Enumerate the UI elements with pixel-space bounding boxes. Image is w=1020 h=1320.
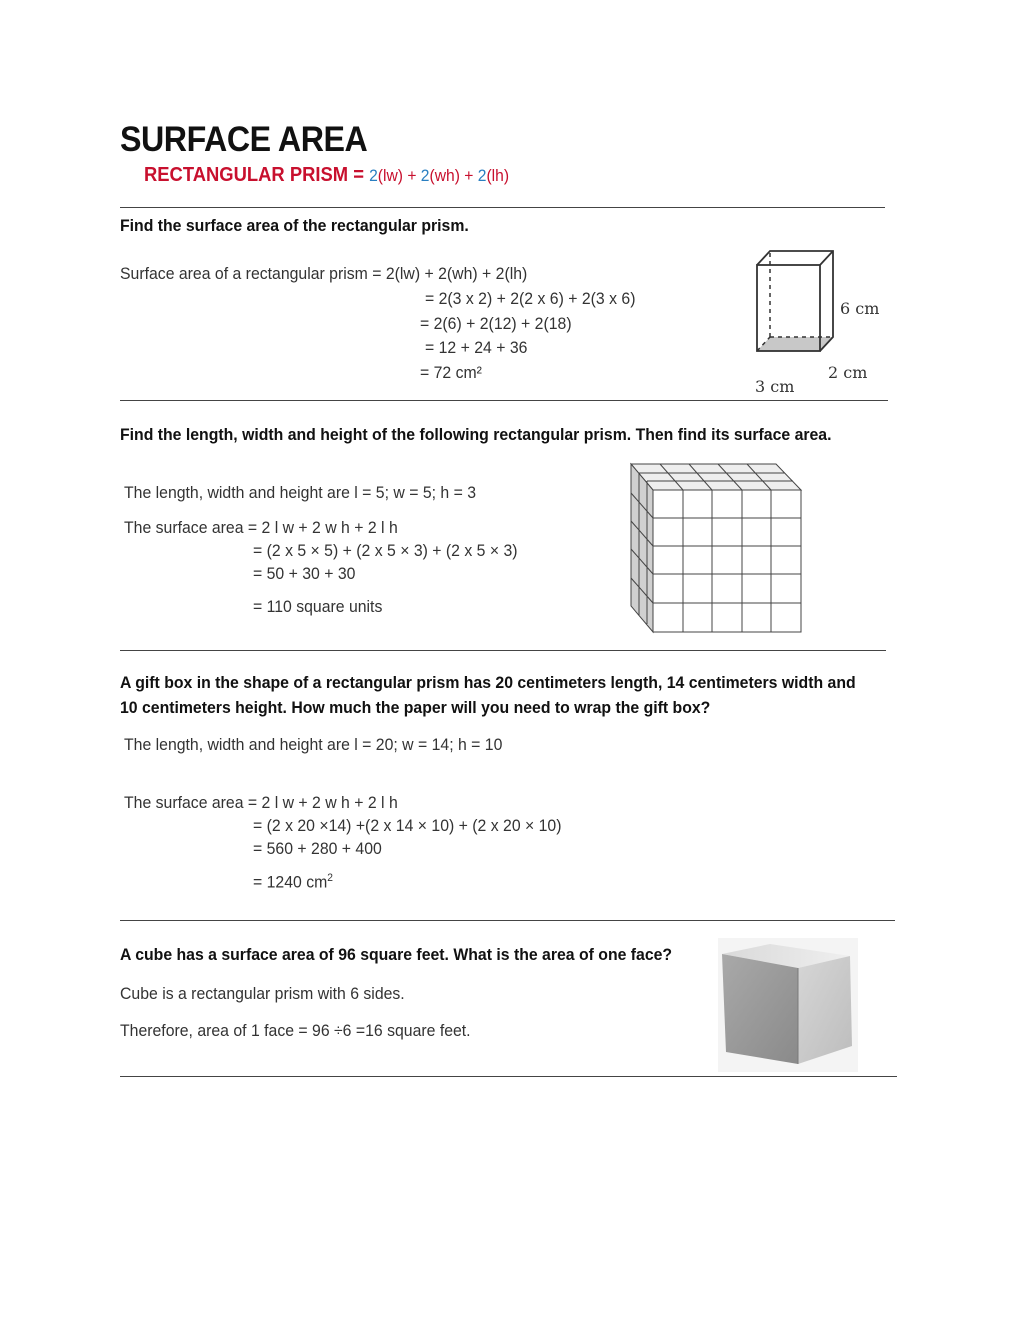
metal-cube-image xyxy=(718,938,858,1072)
q2-question: Find the length, width and height of the following rectangular prism. Then find its surface area. xyxy=(120,425,832,444)
q1-line4: = 12 + 24 + 36 xyxy=(425,338,528,357)
q1-line5: = 72 cm² xyxy=(420,363,482,382)
q2-line4: = 50 + 30 + 30 xyxy=(253,564,356,583)
formula-coef-1: 2 xyxy=(369,166,378,185)
q1-line2: = 2(3 x 2) + 2(2 x 6) + 2(3 x 6) xyxy=(425,289,636,308)
q3-line4: = 560 + 280 + 400 xyxy=(253,839,382,858)
formula-coef-2: 2 xyxy=(420,166,430,185)
q2-line2: The surface area = 2 l w + 2 w h + 2 l h xyxy=(124,518,398,537)
q1-line1: Surface area of a rectangular prism = 2(lw) + 2(wh) + 2(lh) xyxy=(120,264,528,283)
divider xyxy=(120,920,895,921)
formula-part-2: (wh) + xyxy=(429,166,478,185)
q4-line1: Cube is a rectangular prism with 6 sides. xyxy=(120,984,405,1003)
q3-question-line1: A gift box in the shape of a rectangular prism has 20 centimeters length, 14 centimeters width and xyxy=(120,673,856,692)
formula-label: RECTANGULAR PRISM = xyxy=(144,164,364,186)
q4-question: A cube has a surface area of 96 square feet. What is the area of one face? xyxy=(120,945,673,964)
prism-height-label: 6 cm xyxy=(840,299,880,318)
q3-line3: = (2 x 20 ×14) +(2 x 14 × 10) + (2 x 20 × 10) xyxy=(253,816,562,835)
q3-line5: = 1240 $cm^2$ xyxy=(253,872,333,892)
prism-width-label: 2 cm xyxy=(828,363,868,382)
q2-line5: = 110 square units xyxy=(253,597,383,616)
q1-question: Find the surface area of the rectangular prism. xyxy=(120,216,469,235)
q4-line2: Therefore, area of 1 face = 96 ÷6 =16 square feet. xyxy=(120,1021,471,1040)
formula-line xyxy=(144,164,509,187)
q3-line1: The length, width and height are l = 20; w = 14; h = 10 xyxy=(124,735,503,754)
divider xyxy=(120,400,888,401)
q2-line1: The length, width and height are l = 5; w = 5; h = 3 xyxy=(124,483,477,502)
formula-part-3: (lh) xyxy=(486,166,510,185)
rectangular-prism-figure xyxy=(745,243,895,395)
q1-line3: = 2(6) + 2(12) + 2(18) xyxy=(420,314,572,333)
formula-part-1: (lw) + xyxy=(377,166,421,185)
unit-cube-prism-figure xyxy=(628,460,804,636)
divider xyxy=(120,207,885,208)
page-title: SURFACE AREA xyxy=(120,120,368,159)
q2-line3: = (2 x 5 × 5) + (2 x 5 × 3) + (2 x 5 × 3) xyxy=(253,541,518,560)
q3-question-line2: 10 centimeters height. How much the paper will you need to wrap the gift box? xyxy=(120,698,711,717)
divider xyxy=(120,650,886,651)
formula-coef-3: 2 xyxy=(477,166,487,185)
q3-line2: The surface area = 2 l w + 2 w h + 2 l h xyxy=(124,793,398,812)
divider xyxy=(120,1076,897,1077)
prism-length-label: 3 cm xyxy=(755,377,795,395)
